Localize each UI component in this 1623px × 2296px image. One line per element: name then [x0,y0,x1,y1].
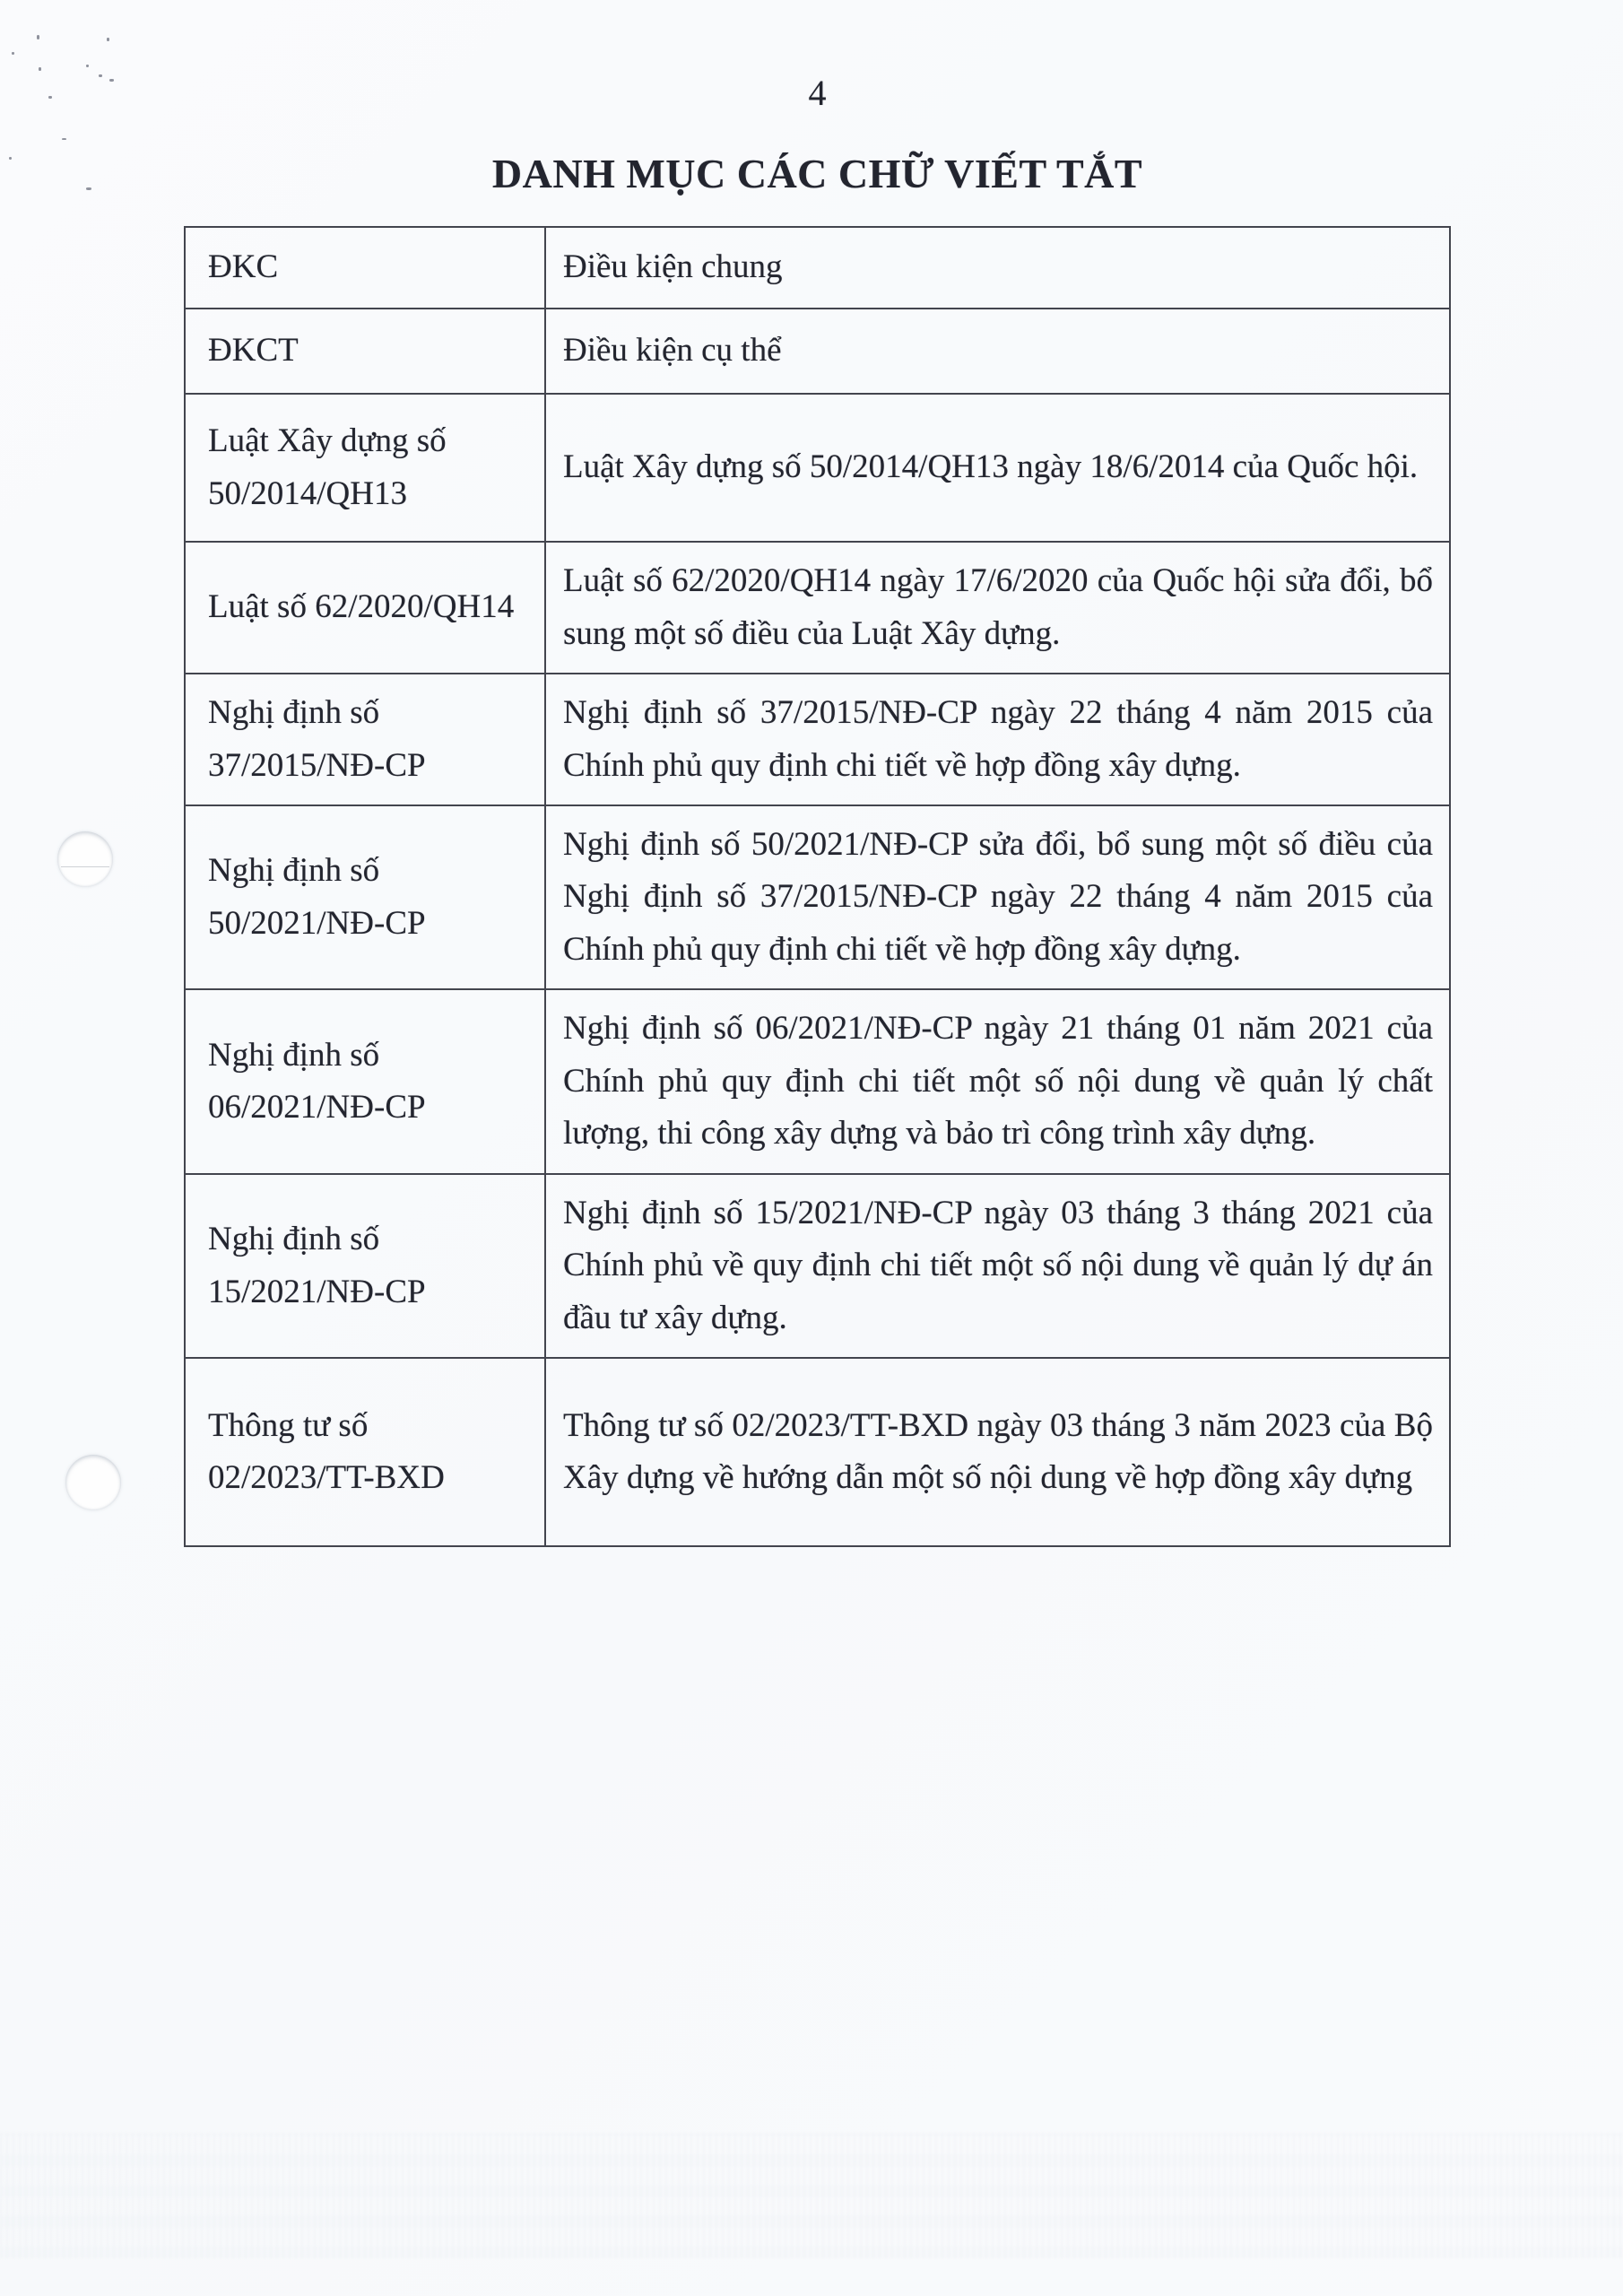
abbreviations-table [184,226,1451,1547]
definition-cell: Nghị định số 06/2021/NĐ-CP ngày 21 tháng 01 năm 2021 của Chính phủ quy định chi tiết một số nội dung về quản lý chất lượng, thi công xây dựng và bảo trì công trình xây dựng. [545,989,1450,1174]
table-row [185,674,1450,805]
abbreviation-cell: ĐKCT [185,309,545,394]
abbreviation-cell: Luật số 62/2020/QH14 [185,542,545,674]
abbreviation-cell: Thông tư số 02/2023/TT-BXD [185,1358,545,1546]
definition-cell: Nghị định số 50/2021/NĐ-CP sửa đổi, bổ sung một số điều của Nghị định số 37/2015/NĐ-CP ngày 22 tháng 4 năm 2015 của Chính phủ quy định chi tiết về hợp đồng xây dựng. [545,805,1450,989]
abbreviations-table-body [185,227,1450,1546]
punch-hole-top [57,831,113,887]
table-row [185,989,1450,1174]
definition-cell: Thông tư số 02/2023/TT-BXD ngày 03 tháng 3 năm 2023 của Bộ Xây dựng về hướng dẫn một số nội dung về hợp đồng xây dựng [545,1358,1450,1546]
abbreviation-cell: Nghị định số 50/2021/NĐ-CP [185,805,545,989]
definition-cell: Luật số 62/2020/QH14 ngày 17/6/2020 của Quốc hội sửa đổi, bổ sung một số điều của Luật Xây dựng. [545,542,1450,674]
abbreviation-cell: Nghị định số 37/2015/NĐ-CP [185,674,545,805]
table-row [185,542,1450,674]
page-title: DANH MỤC CÁC CHỮ VIẾT TẮT [491,151,1143,196]
table-row [185,1174,1450,1358]
punch-hole-bottom [65,1455,121,1510]
definition-cell: Luật Xây dựng số 50/2014/QH13 ngày 18/6/2014 của Quốc hội. [545,394,1450,542]
abbreviation-cell: ĐKC [185,227,545,309]
table-row [185,805,1450,989]
table-row [185,227,1450,309]
table-row [185,1358,1450,1546]
scan-bleed-artifact [0,2133,1623,2258]
definition-cell: Điều kiện cụ thể [545,309,1450,394]
definition-cell: Nghị định số 15/2021/NĐ-CP ngày 03 tháng 3 tháng 2021 của Chính phủ về quy định chi tiết một số nội dung về quản lý dự án đầu tư xây dựng. [545,1174,1450,1358]
page-number: 4 [808,73,827,113]
definition-cell: Nghị định số 37/2015/NĐ-CP ngày 22 tháng 4 năm 2015 của Chính phủ quy định chi tiết về hợp đồng xây dựng. [545,674,1450,805]
table-row [185,394,1450,542]
abbreviation-cell: Nghị định số 15/2021/NĐ-CP [185,1174,545,1358]
abbreviation-cell: Nghị định số 06/2021/NĐ-CP [185,989,545,1174]
abbreviation-cell: Luật Xây dựng số 50/2014/QH13 [185,394,545,542]
definition-cell: Điều kiện chung [545,227,1450,309]
table-row [185,309,1450,394]
